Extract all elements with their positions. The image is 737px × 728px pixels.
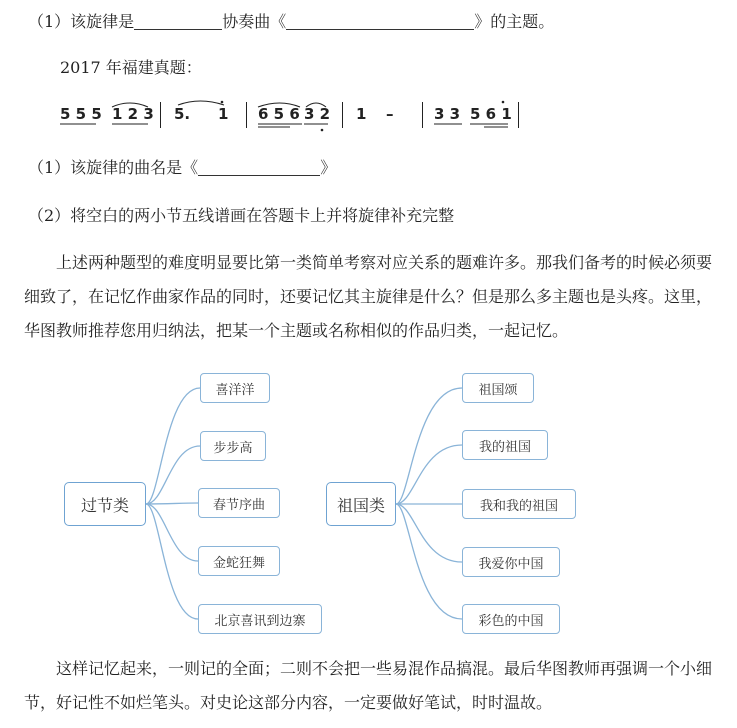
mindmap-node: 我和我的祖国: [462, 489, 576, 519]
mindmap-root-motherland: 祖国类: [326, 482, 396, 526]
mindmap-node: 彩色的中国: [462, 604, 560, 634]
score-note: 5.: [174, 105, 191, 123]
q2-prefix: （1）该旋律的曲名是《: [28, 158, 199, 177]
q1-mid: 协奏曲《: [222, 12, 287, 31]
score-note: 5 5 5: [60, 105, 102, 123]
year-label: 2017 年福建真题：: [60, 58, 202, 77]
score-note: –: [386, 105, 394, 123]
mindmap-node: 步步高: [200, 431, 266, 461]
paragraph-2: 这样记忆起来，一则记的全面；二则不会把一些易混作品搞混。最后华图教师再强调一个小细节，好记性不如烂笔头。对史论这部分内容，一定要做好笔试，时时温故。: [24, 659, 713, 712]
score-note: 3 2: [304, 105, 331, 123]
mindmap-node: 我爱你中国: [462, 547, 560, 577]
score-note: 1 2 3: [112, 105, 154, 123]
mindmap-node: 喜洋洋: [200, 373, 270, 403]
mindmap-node: 春节序曲: [198, 488, 280, 518]
mindmap-node: 我的祖国: [462, 430, 548, 460]
mindmap-node: 祖国颂: [462, 373, 534, 403]
paragraph-1: 上述两种题型的难度明显要比第一类简单考察对应关系的题难许多。那我们备考的时候必须要细致了，在记忆作曲家作品的同时，还要记忆其主旋律是什么？但是那么多主题也是头疼。这里，华图教师推荐您用归纳法，把某一个主题或名称相似的作品归类，一起记忆。: [24, 253, 713, 340]
score-note: 3 3: [434, 105, 461, 123]
mindmap-node: 北京喜讯到边寨: [198, 604, 322, 634]
score-note: 1: [356, 105, 367, 123]
score-note: 5 6 1: [470, 105, 512, 123]
q1-suffix: 》的主题。: [474, 12, 555, 31]
score-note: 1: [218, 105, 229, 123]
q2-suffix: 》: [320, 158, 337, 177]
mindmap-node: 金蛇狂舞: [198, 546, 280, 576]
question-3: （2）将空白的两小节五线谱画在答题卡上并将旋律补充完整: [28, 206, 455, 225]
score-note: 6 5 6: [258, 105, 300, 123]
q1-prefix: （1）该旋律是: [28, 12, 135, 31]
mindmap-root-festival: 过节类: [64, 482, 146, 526]
